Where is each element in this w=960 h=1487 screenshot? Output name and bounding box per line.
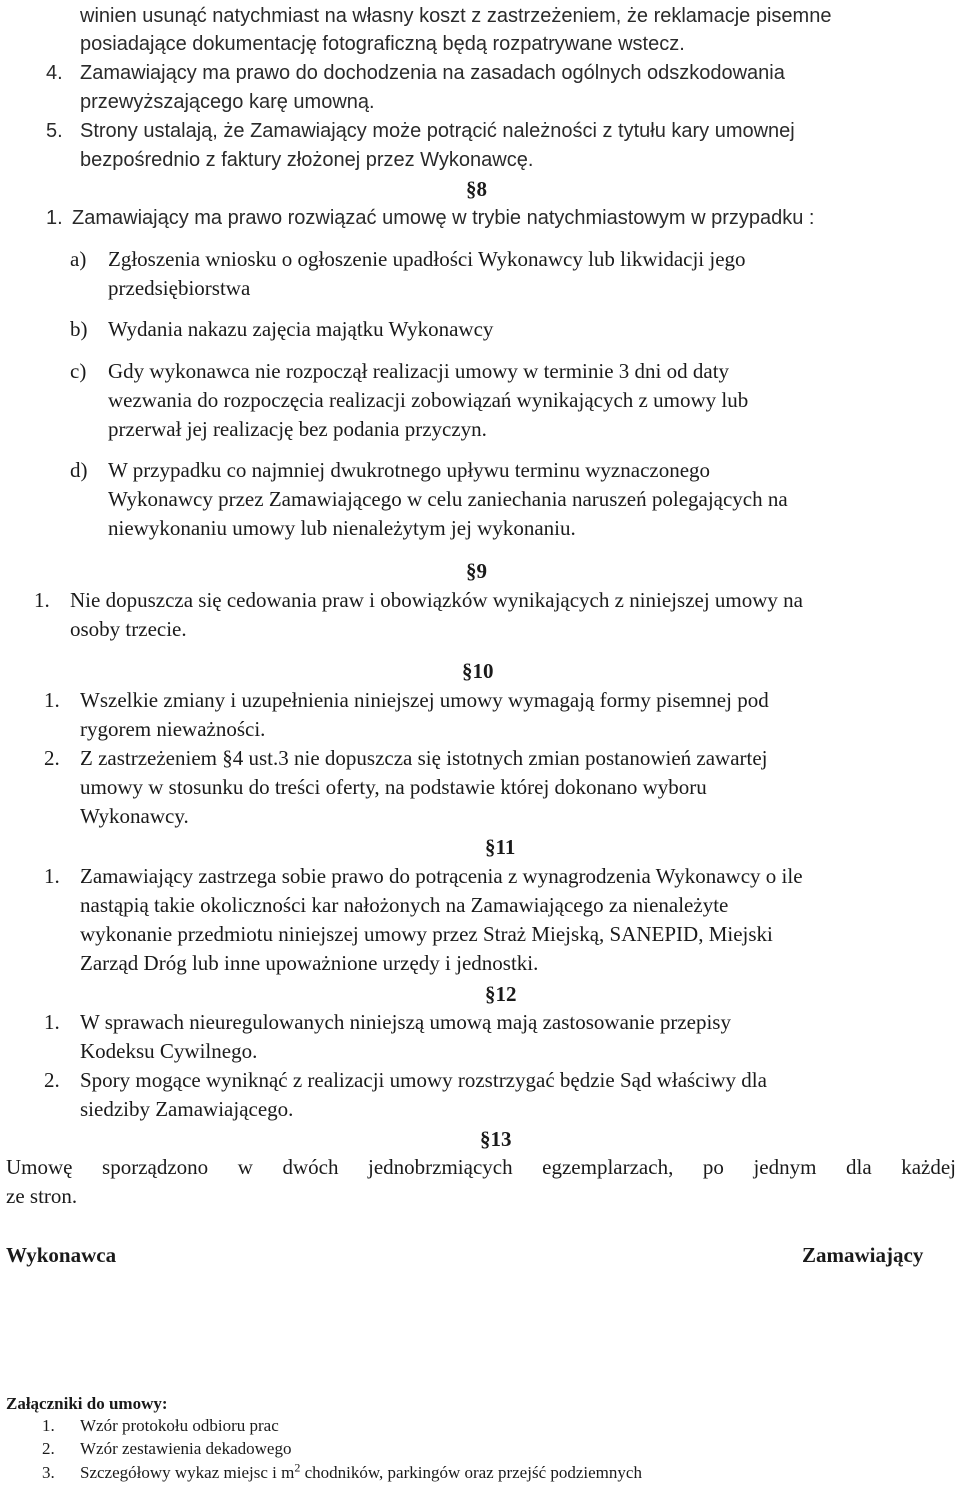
sublist-text: wezwania do rozpoczęcia realizacji zobowiązań wynikających z umowy lub [108,388,749,412]
list-item-text: osoby trzecie. [70,617,187,641]
paragraph-line: winien usunąć natychmiast na własny koszt z zastrzeżeniem, że reklamacje pisemne [80,5,832,27]
list-number: 4. [46,62,63,84]
list-item-text: nastąpią takie okoliczności kar nałożonych na Zamawiającego za nienależyte [80,893,729,917]
sublist-label: a) [70,247,87,271]
section-heading: §8 [466,177,487,201]
attachments-heading: Załączniki do umowy: [6,1394,168,1413]
closing-paragraph: Umowę sporządzono w dwóch jednobrzmiących egzemplarzach, po jednym dla każdej [6,1155,956,1179]
attachment-item: Wzór zestawienia dekadowego [80,1439,292,1458]
list-item-text: bezpośrednio z faktury złożonej przez Wykonawcę. [80,149,534,171]
list-number: 1. [44,864,60,888]
list-item-text: Zamawiający zastrzega sobie prawo do potrącenia z wynagrodzenia Wykonawcy o ile [80,864,803,888]
attachment-item: Wzór protokołu odbioru prac [80,1416,279,1435]
list-item-text: Wykonawcy. [80,804,189,828]
list-item-text: Z zastrzeżeniem §4 ust.3 nie dopuszcza się istotnych zmian postanowień zawartej [80,746,768,770]
sublist-text: przerwał jej realizację bez podania przyczyn. [108,417,487,441]
list-number: 2. [44,746,60,770]
sublist-text: przedsiębiorstwa [108,276,251,300]
section-heading: §10 [462,659,494,683]
list-item-text: Zarząd Dróg lub inne upoważnione urzędy i jednostki. [80,951,539,975]
list-item-text: umowy w stosunku do treści oferty, na podstawie której dokonano wyboru [80,775,707,799]
list-number: 2. [44,1068,60,1092]
sublist-label: d) [70,458,88,482]
list-number: 1. [34,588,50,612]
sublist-text: W przypadku co najmniej dwukrotnego upływu terminu wyznaczonego [108,458,711,482]
signature-client: Zamawiający [802,1243,924,1267]
attachment-text: Szczegółowy wykaz miejsc i m [80,1463,295,1482]
attachment-text: chodników, parkingów oraz przejść podziemnych [300,1463,642,1482]
list-item-text: Strony ustalają, że Zamawiający może potrącić należności z tytułu kary umownej [80,120,795,142]
list-item-text: W sprawach nieuregulowanych niniejszą umową mają zastosowanie przepisy [80,1010,731,1034]
section-heading: §13 [480,1127,512,1151]
section-heading: §9 [466,559,487,583]
section-heading: §11 [485,835,516,859]
list-item-text: przewyższającego karę umowną. [80,91,375,113]
list-item-text: Zamawiający ma prawo rozwiązać umowę w trybie natychmiastowym w przypadku : [72,207,815,229]
attachment-number: 3. [42,1463,55,1482]
closing-paragraph: ze stron. [6,1184,78,1208]
list-item-text: Nie dopuszcza się cedowania praw i obowiązków wynikających z niniejszej umowy na [70,588,803,612]
list-item-text: Kodeksu Cywilnego. [80,1039,258,1063]
list-item-text: Zamawiający ma prawo do dochodzenia na zasadach ogólnych odszkodowania [80,62,785,84]
attachment-number: 2. [42,1439,55,1458]
sublist-label: c) [70,359,87,383]
list-number: 1. [44,1010,60,1034]
paragraph-line: posiadające dokumentację fotograficzną będą rozpatrywane wstecz. [80,33,685,55]
sublist-text: Zgłoszenia wniosku o ogłoszenie upadłości Wykonawcy lub likwidacji jego [108,247,746,271]
sublist-text: Wykonawcy przez Zamawiającego w celu zaniechania naruszeń polegających na [108,487,788,511]
superscript: 2 [294,1460,301,1475]
list-item-text: Wszelkie zmiany i uzupełnienia niniejszej umowy wymagają formy pisemnej pod [80,688,769,712]
attachment-item [80,1462,642,1484]
list-item-text: rygorem nieważności. [80,717,266,741]
signature-contractor: Wykonawca [6,1243,117,1267]
list-item-text: wykonanie przedmiotu niniejszej umowy przez Straż Miejską, SANEPID, Miejski [80,922,773,946]
sublist-label: b) [70,317,88,341]
list-number: 1. [46,207,63,229]
attachment-number: 1. [42,1416,55,1435]
list-number: 5. [46,120,63,142]
list-item-text: Spory mogące wyniknąć z realizacji umowy rozstrzygać będzie Sąd właściwy dla [80,1068,767,1092]
sublist-text: niewykonaniu umowy lub nienależytym jej wykonaniu. [108,516,576,540]
sublist-text: Gdy wykonawca nie rozpoczął realizacji umowy w terminie 3 dni od daty [108,359,730,383]
list-number: 1. [44,688,60,712]
section-heading: §12 [485,982,517,1006]
list-item-text: siedziby Zamawiającego. [80,1097,294,1121]
sublist-text: Wydania nakazu zajęcia majątku Wykonawcy [108,317,494,341]
